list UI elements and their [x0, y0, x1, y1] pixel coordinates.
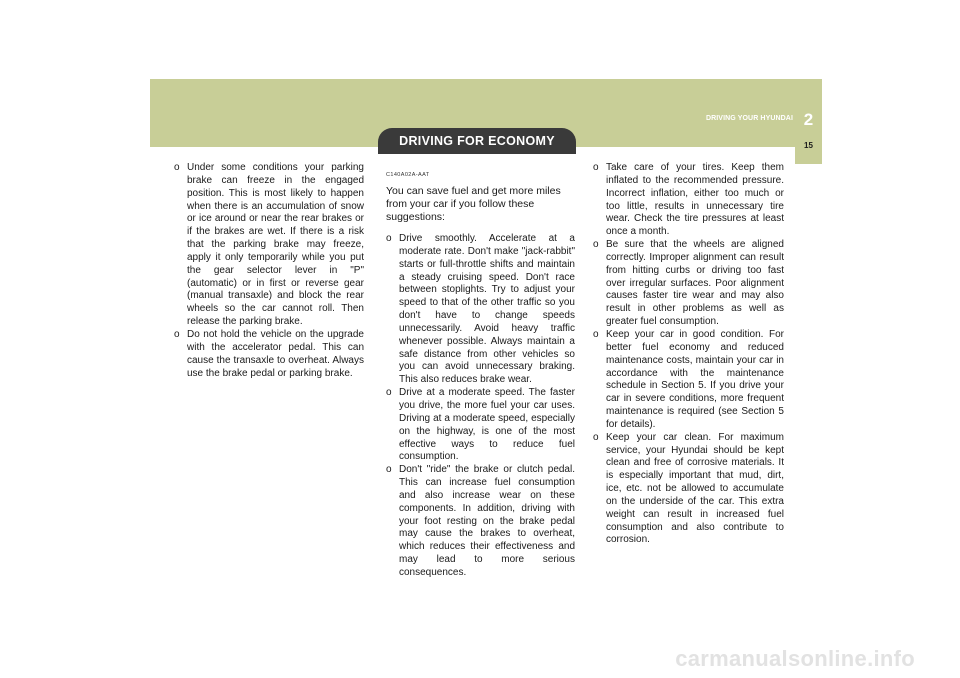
bullet-mark: o: [174, 328, 180, 340]
bullet-text: Don't "ride" the brake or clutch pedal. This can increase fuel consumption and also increase wear on these components. In addition, driving with your foot resting on the brake pedal may cause the brakes to overheat, which reduces their effectiveness and may lead to more serious consequences.: [399, 464, 575, 578]
middle-column: [386, 172, 575, 580]
bullet-text: Drive smoothly. Accelerate at a moderate rate. Don't make "jack-rabbit" starts or full-throttle shifts and maintain a steady cruising speed. Don't race between stoplights. Try to adjust your speed to that of the other traffic so you don't have to change speeds unnecessarily. Avoid heavy traffic whenever possible. Always maintain a safe distance from other vehicles so you can avoid unnecessary braking. This also reduces brake wear.: [399, 233, 575, 386]
section-number: 2: [803, 110, 814, 129]
left-column: [174, 162, 364, 380]
bullet-mark: o: [593, 162, 599, 173]
right-column: [593, 162, 784, 547]
list-item: [593, 239, 784, 329]
bullet-mark: o: [386, 464, 392, 476]
list-item: [386, 464, 575, 580]
bullet-mark: o: [593, 328, 599, 340]
intro-paragraph: You can save fuel and get more miles from your car if you follow these suggestions:: [386, 185, 561, 223]
bullet-mark: o: [174, 162, 180, 173]
bullet-text: Keep your car clean. For maximum service, your Hyundai should be kept clean and free of corrosive materials. It is especially important that mud, dirt, ice, etc. not be allowed to accumulate on the underside of the car. This extra weight can result in increased fuel consumption and also contribute to corrosion.: [606, 431, 784, 546]
section-label: DRIVING YOUR HYUNDAI: [705, 115, 793, 122]
section-code: C140A02A-AAT: [386, 172, 430, 178]
bullet-mark: o: [593, 431, 599, 443]
list-item: [174, 329, 364, 380]
bullet-text: Under some conditions your parking brake can freeze in the engaged position. This is most likely to happen when there is an accumulation of snow or ice around or near the rear brakes or if the brakes are wet. If there is a risk that the parking brake may freeze, apply it only temporarily while you put the gear selector lever in "P" (automatic) or in first or reverse gear (manual transaxle) and block the rear wheels so the car cannot roll. Then release the parking brake.: [187, 162, 364, 328]
bullet-mark: o: [386, 387, 392, 399]
list-item: [593, 432, 784, 548]
list-item: [386, 233, 575, 387]
list-item: [386, 387, 575, 464]
bullet-mark: o: [593, 239, 599, 251]
list-item: [593, 329, 784, 432]
bullet-text: Keep your car in good condition. For better fuel economy and reduced maintenance costs, maintain your car in accordance with the maintenance schedule in Section 5. If you drive your car in severe conditions, more frequent maintenance is required (see Section 5 for details).: [606, 328, 784, 430]
bullet-text: Drive at a moderate speed. The faster you drive, the more fuel your car uses. Driving at a moderate speed, especially on the highway, is one of the most effective ways to reduce fuel consumption.: [399, 387, 575, 463]
bullet-text: Take care of your tires. Keep them inflated to the recommended pressure. Incorrect inflation, either too much or too little, results in unnecessary tire wear. Check the tire pressures at least once a month.: [606, 162, 784, 238]
bullet-mark: o: [386, 233, 392, 244]
list-item: [593, 162, 784, 239]
page-title: DRIVING FOR ECONOMY: [378, 128, 576, 154]
bullet-text: Do not hold the vehicle on the upgrade with the accelerator pedal. This can cause the transaxle to overheat. Always use the brake pedal or parking brake.: [187, 328, 364, 379]
watermark: carmanualsonline.info: [675, 646, 915, 671]
list-item: [174, 162, 364, 329]
bullet-text: Be sure that the wheels are aligned correctly. Improper alignment can result from hitting curbs or driving too fast over irregular surfaces. Poor alignment causes faster tire wear and may also result in other problems as well as greater fuel consumption.: [606, 239, 784, 328]
page-number: 15: [804, 141, 813, 150]
